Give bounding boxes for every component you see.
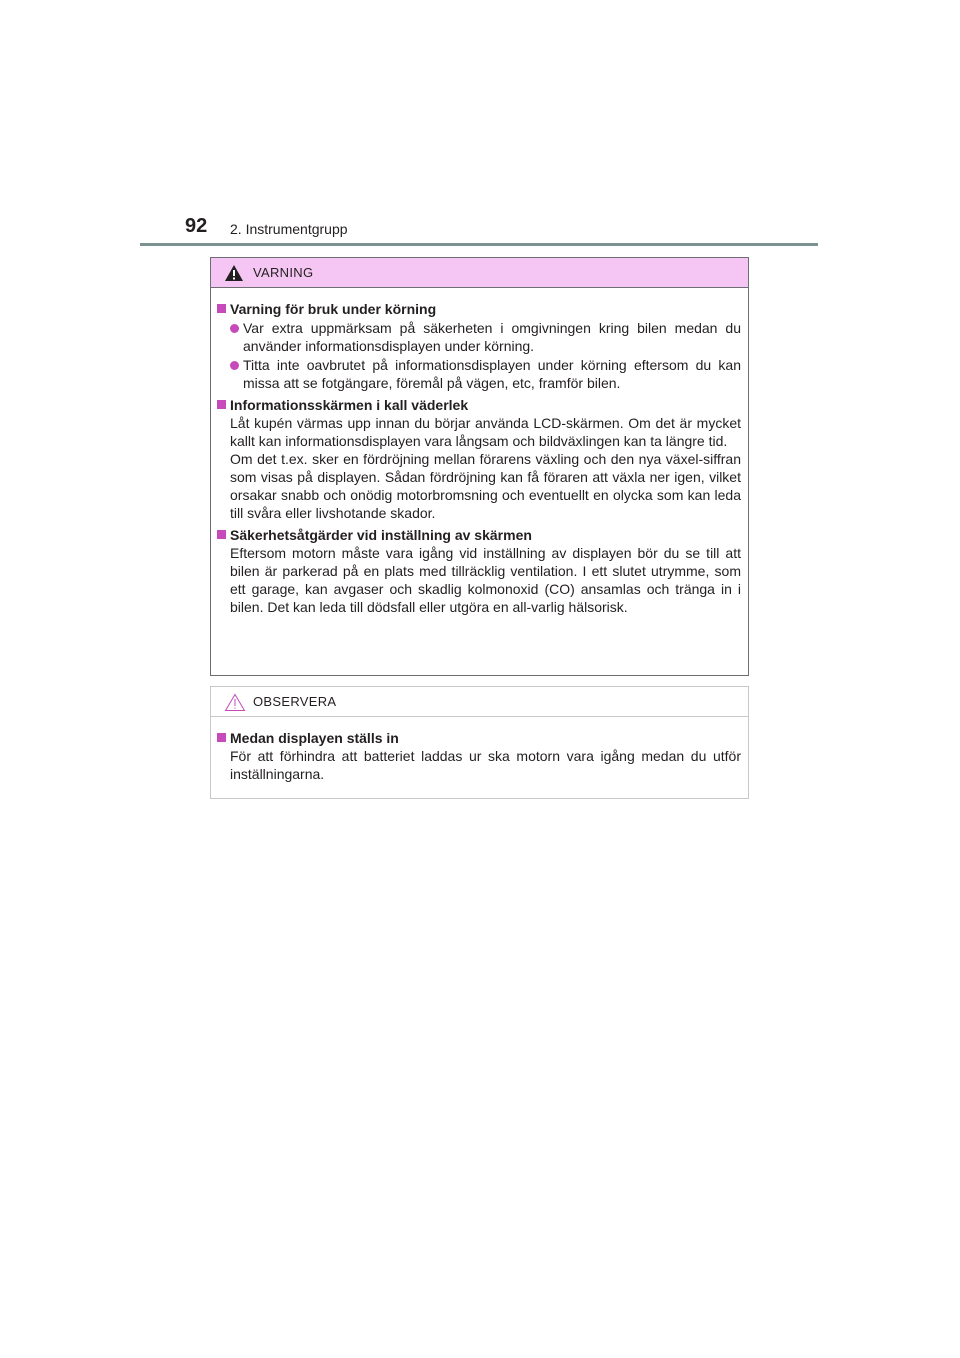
warning-box (210, 257, 749, 676)
warning-paragraph: Låt kupén värmas upp innan du börjar använda LCD-skärmen. Om det är mycket kallt kan informationsdisplayen vara långsam och bildväxlingen kan ta längre tid. (230, 415, 741, 449)
warning-bullet: Titta inte oavbrutet på informationsdisplayen under körning eftersom du kan missa att se fotgängare, föremål på vägen, etc, framför bilen. (217, 356, 741, 392)
square-bullet-icon (217, 530, 226, 539)
warning-paragraph: Om det t.ex. sker en fördröjning mellan förarens växling och den nya växel-siffran som visas på displayen. Sådan fördröjning kan få föraren att växla ner igen, vilket orsakar snabb och onödig motorbromsning och eventuellt en olycka som kan leda till svåra eller livshotande skador. (230, 451, 741, 521)
header-rule (140, 243, 818, 246)
square-bullet-icon (217, 733, 226, 742)
notice-paragraph: För att förhindra att batteriet laddas ur ska motorn vara igång medan du utför inställningarna. (230, 748, 741, 782)
notice-title: OBSERVERA (253, 694, 337, 709)
chapter-title: 2. Instrumentgrupp (230, 221, 348, 237)
circle-bullet-icon (230, 324, 239, 333)
warning-title: VARNING (253, 265, 314, 280)
square-bullet-icon (217, 304, 226, 313)
circle-bullet-icon (230, 361, 239, 370)
warning-triangle-icon (224, 264, 244, 282)
warning-section-heading: Säkerhetsåtgärder vid inställning av skärmen (217, 526, 741, 544)
notice-section-heading: Medan displayen ställs in (217, 729, 741, 747)
warning-header (211, 258, 748, 288)
warning-section-heading: Varning för bruk under körning (217, 300, 741, 318)
notice-header (211, 687, 748, 717)
warning-paragraph: Eftersom motorn måste vara igång vid inställning av displayen bör du se till att bilen är parkerad på en plats med tillräcklig ventilation. I ett slutet utrymme, som ett garage, kan avgaser och skadlig kolmonoxid (CO) ansamlas och tränga in i bilen. Det kan leda till dödsfall eller utgöra en all-varlig hälsorisk. (230, 545, 741, 615)
square-bullet-icon (217, 400, 226, 409)
notice-box (210, 686, 749, 799)
warning-bullet: Var extra uppmärksam på säkerheten i omgivningen kring bilen medan du använder informationsdisplayen under körning. (217, 319, 741, 355)
warning-section-heading: Informationsskärmen i kall väderlek (217, 396, 741, 414)
caution-outline-triangle-icon (224, 693, 246, 712)
page-number: 92 (185, 215, 208, 237)
